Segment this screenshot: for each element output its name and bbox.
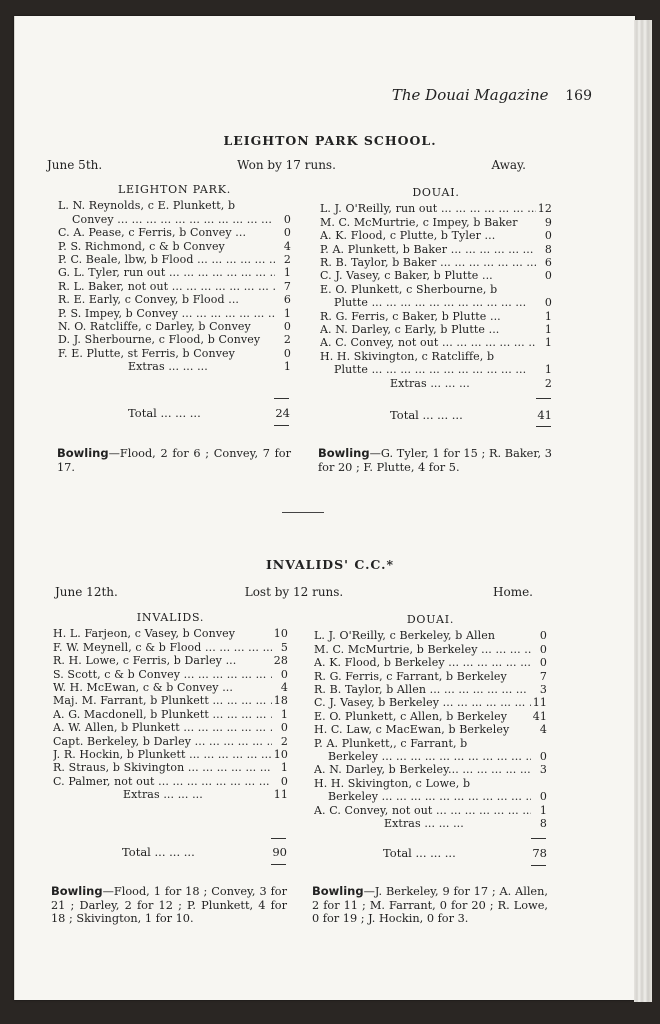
batsman-row: [58, 240, 291, 253]
total-rule: [536, 398, 551, 399]
batsman-row: [58, 320, 291, 333]
match1-bowling-left: [57, 447, 291, 474]
batsman-text: G. L. Tyler, run out ... .: [58, 266, 275, 279]
batsman-row: [53, 627, 288, 640]
batsman-row: [314, 723, 547, 736]
batsman-text: A. C. Convey, not out ... .: [314, 804, 531, 817]
runs: 0: [280, 721, 288, 735]
runs: 3: [539, 683, 547, 697]
batsman-row: [320, 363, 552, 376]
bowling-text: —G. Tyler, 1 for 15 ; R. Baker, 3 for 20 ; F. Plutte, 4 for 5.: [318, 447, 552, 474]
batsman-text: A. K. Flood, c Plutte, b Tyler ...: [320, 229, 496, 243]
batsman-text: H. C. Law, c MacEwan, b Berkeley: [314, 723, 510, 737]
batsman-text: F. E. Plutte, st Ferris, b Convey: [58, 346, 235, 360]
match1-right-total: [390, 408, 552, 422]
batsman-text: P. A. Plunkett, b Baker ... .: [320, 243, 536, 256]
match2-result: Lost by 12 runs.: [244, 585, 344, 599]
batsman-text: N. O. Ratcliffe, c Darley, b Convey: [58, 320, 251, 334]
team-name: LEIGHTON PARK.: [117, 183, 232, 196]
batsman-text: C. A. Pease, c Ferris, b Convey ...: [58, 226, 247, 240]
batsman-text: Maj. M. Farrant, b Plunkett ... .: [53, 694, 272, 707]
runs: 10: [273, 627, 288, 641]
batsman-text: R. Straus, b Skivington ... .: [53, 761, 272, 774]
runs: 0: [283, 226, 291, 240]
section-divider: [282, 512, 324, 513]
batsman-row: [53, 748, 288, 761]
runs: 0: [280, 667, 288, 681]
batsman-row: [58, 347, 291, 360]
match2-bowling-right: [312, 885, 548, 926]
batsman-text: R. E. Early, c Convey, b Flood ...: [58, 293, 240, 307]
batsman-row: [53, 761, 288, 774]
runs: [536, 283, 552, 296]
batsman-text: A. K. Flood, b Berkeley ... .: [314, 656, 531, 669]
batsman-text: H. L. Farjeon, c Vasey, b Convey: [53, 627, 236, 641]
total-rule: [531, 865, 546, 866]
runs: 0: [544, 296, 552, 310]
runs: 18: [273, 694, 288, 708]
runs: 1: [544, 363, 552, 377]
batsman-text: W. H. McEwan, c & b Convey ...: [53, 681, 233, 695]
batsman-row: [53, 668, 288, 681]
runs: 0: [539, 790, 547, 804]
batsman-row: [53, 654, 288, 667]
match1-left-innings: [58, 183, 291, 374]
match1-bowling-right: [318, 447, 552, 474]
extras-row: [314, 817, 547, 830]
batsman-text: P. C. Beale, lbw, b Flood ... .: [58, 253, 275, 266]
extras-row: [58, 360, 291, 373]
batsman-text: E. O. Plunkett, c Sherbourne, b: [320, 282, 498, 296]
runs: 28: [273, 654, 288, 668]
batsman-text: M. C. McMurtrie, c Impey, b Baker: [320, 215, 518, 229]
runs: 0: [544, 229, 552, 243]
match2-title: INVALIDS' C.C.*: [265, 557, 395, 572]
match2-bowling-left: [51, 885, 287, 926]
runs: 41: [532, 709, 547, 723]
runs: [531, 777, 547, 790]
batsman-row: [58, 293, 291, 306]
match2-right-innings: [314, 613, 547, 831]
total-runs: 24: [275, 406, 290, 420]
runs: 11: [273, 788, 288, 802]
batsman-row: [53, 694, 288, 707]
batsman-text: Plutte ... .: [334, 363, 536, 376]
batsman-row: [58, 333, 291, 346]
batsman-row: [314, 683, 547, 696]
runs: 1: [280, 707, 288, 721]
match2-venue: Home.: [493, 585, 533, 599]
batsman-row: [320, 350, 552, 363]
batsman-text: Convey ... ... .: [72, 213, 275, 226]
batsman-row: [53, 775, 288, 788]
batsman-row: [314, 737, 547, 750]
total-rule: [271, 864, 286, 865]
total-rule: [536, 426, 551, 427]
runs: 1: [283, 266, 291, 280]
runs: 8: [539, 817, 547, 831]
bowling-text: —Flood, 1 for 18 ; Convey, 3 for 21 ; Darley, 2 for 12 ; P. Plunkett, 4 for 18 ; Skivington, 1 for 10.: [51, 885, 287, 925]
batsman-text: C. J. Vasey, c Baker, b Plutte ...: [320, 269, 493, 283]
bowling-text: —Flood, 2 for 6 ; Convey, 7 for 17.: [57, 447, 291, 474]
batsman-text: A. N. Darley, b Berkeley... ... .: [314, 763, 531, 776]
batsman-row: [314, 763, 547, 776]
batsman-row: [314, 696, 547, 709]
runs: 1: [544, 323, 552, 337]
runs: 0: [283, 320, 291, 334]
batsman-text: R. L. Baker, not out ... .: [58, 280, 275, 293]
runs: 8: [544, 242, 552, 256]
page-number: 169: [565, 88, 592, 104]
runs: 4: [280, 681, 288, 695]
runs: 9: [544, 215, 552, 229]
total-rule: [274, 398, 289, 399]
match2-right-total: [383, 846, 547, 860]
batsman-text: P. A. Plunkett,, c Farrant, b: [314, 736, 468, 750]
runs: 1: [283, 360, 291, 374]
runs: 4: [283, 239, 291, 253]
match2-left-innings: [53, 611, 288, 802]
runs: 7: [539, 669, 547, 683]
match1-title: LEIGHTON PARK SCHOOL.: [223, 133, 437, 148]
bowling-label: Bowling: [51, 884, 103, 898]
runs: [275, 199, 291, 212]
batsman-text: H. H. Skivington, c Lowe, b: [314, 776, 471, 790]
team-name: DOUAI.: [406, 613, 455, 626]
batsman-text: Berkeley ... .: [328, 790, 531, 803]
batsman-row: [320, 256, 552, 269]
match1-venue: Away.: [491, 158, 526, 172]
batsman-text: R. G. Ferris, c Farrant, b Berkeley: [314, 669, 507, 683]
match1-result: Won by 17 runs.: [237, 158, 336, 172]
batsman-row: [320, 216, 552, 229]
total-rule: [274, 425, 289, 426]
runs: 0: [544, 269, 552, 283]
team-name: INVALIDS.: [136, 611, 205, 624]
batsman-text: J. R. Hockin, b Plunkett ... .: [53, 748, 272, 761]
batsman-row: [320, 229, 552, 242]
batsman-row: [320, 243, 552, 256]
batsman-row: [58, 199, 291, 212]
runs: 12: [537, 202, 552, 216]
batsman-row: [314, 777, 547, 790]
runs: 0: [539, 642, 547, 656]
batsman-text: Extras ...: [390, 377, 536, 390]
runs: 0: [283, 346, 291, 360]
batsman-row: [53, 708, 288, 721]
team-name: DOUAI.: [412, 186, 460, 199]
runs: 1: [280, 761, 288, 775]
total-runs: 78: [532, 846, 547, 860]
runs: 0: [283, 212, 291, 226]
batsman-text: L. N. Reynolds, c E. Plunkett, b: [58, 199, 236, 213]
batsman-row: [320, 310, 552, 323]
batsman-text: D. J. Sherbourne, c Flood, b Convey: [58, 333, 261, 347]
runs: 2: [280, 734, 288, 748]
extras-row: [53, 788, 288, 801]
runs: 3: [539, 763, 547, 777]
bowling-text: —J. Berkeley, 9 for 17 ; A. Allen, 2 for 11 ; M. Farrant, 0 for 20 ; R. Lowe, 0 for 19 ; J. Hockin, 0 for 3.: [312, 885, 548, 925]
extras-row: [320, 377, 552, 390]
batsman-row: [320, 283, 552, 296]
batsman-text: E. O. Plunkett, c Allen, b Berkeley: [314, 709, 508, 723]
magazine-title: The Douai Magazine: [391, 86, 549, 104]
batsman-row: [58, 226, 291, 239]
batsman-text: A. G. Macdonell, b Plunkett ... .: [53, 708, 272, 721]
batsman-row: [53, 721, 288, 734]
runs: 11: [532, 696, 547, 710]
batsman-row: [58, 266, 291, 279]
batsman-row: [53, 641, 288, 654]
total-runs: 41: [537, 408, 552, 422]
batsman-text: L. J. O'Reilly, c Berkeley, b Allen: [314, 629, 496, 643]
match1-date: June 5th.: [47, 158, 103, 172]
runs: 0: [539, 629, 547, 643]
batsman-row: [314, 656, 547, 669]
batsman-row: [314, 643, 547, 656]
total-rule: [531, 838, 546, 839]
batsman-text: R. B. Taylor, b Baker ... .: [320, 256, 536, 269]
batsman-row: [314, 804, 547, 817]
batsman-row: [58, 280, 291, 293]
batsman-text: P. S. Richmond, c & b Convey: [58, 239, 225, 253]
runs: 10: [273, 748, 288, 762]
batsman-text: R. B. Taylor, b Allen ... .: [314, 683, 531, 696]
runs: 6: [283, 293, 291, 307]
match1-right-innings: [320, 186, 552, 390]
total-label: Total ... ... ...: [128, 406, 201, 420]
batsman-text: H. H. Skivington, c Ratcliffe, b: [320, 349, 495, 363]
runs: 0: [539, 750, 547, 764]
runs: 7: [283, 279, 291, 293]
runs: 4: [539, 723, 547, 737]
batsman-text: C. Palmer, not out ... .: [53, 775, 272, 788]
batsman-text: Berkeley ... .: [328, 750, 531, 763]
batsman-row: [58, 253, 291, 266]
runs: 1: [283, 306, 291, 320]
batsman-row: [314, 750, 547, 763]
batsman-row: [314, 790, 547, 803]
runs: [536, 350, 552, 363]
batsman-text: L. J. O'Reilly, run out ... .: [320, 202, 536, 215]
batsman-text: R. G. Ferris, c Baker, b Plutte ...: [320, 309, 501, 323]
bowling-label: Bowling: [57, 446, 109, 460]
bowling-label: Bowling: [312, 884, 364, 898]
batsman-text: F. W. Meynell, c & b Flood ... .: [53, 641, 272, 654]
batsman-row: [314, 710, 547, 723]
bowling-label: Bowling: [318, 446, 370, 460]
runs: 1: [544, 309, 552, 323]
batsman-text: A. N. Darley, c Early, b Plutte ...: [320, 323, 500, 337]
batsman-row: [320, 323, 552, 336]
runs: 5: [280, 640, 288, 654]
batsman-text: Extras ...: [384, 817, 531, 830]
batsman-text: M. C. McMurtrie, b Berkeley ... .: [314, 643, 531, 656]
batsman-row: [58, 213, 291, 226]
batsman-row: [320, 336, 552, 349]
total-runs: 90: [272, 845, 287, 859]
batsman-row: [53, 735, 288, 748]
runs: 0: [280, 774, 288, 788]
total-label: Total ... ... ...: [122, 845, 195, 859]
batsman-text: P. S. Impey, b Convey ... .: [58, 307, 275, 320]
batsman-row: [58, 307, 291, 320]
runs: 6: [544, 256, 552, 270]
batsman-text: S. Scott, c & b Convey ... .: [53, 668, 272, 681]
batsman-row: [53, 681, 288, 694]
batsman-text: A. C. Convey, not out ... .: [320, 336, 536, 349]
runs: 0: [539, 656, 547, 670]
total-label: Total ... ... ...: [383, 846, 456, 860]
match2-date: June 12th.: [55, 585, 118, 599]
runs: 2: [283, 253, 291, 267]
runs: 2: [544, 376, 552, 390]
batsman-text: R. H. Lowe, c Ferris, b Darley ...: [53, 654, 237, 668]
total-rule: [271, 838, 286, 839]
page-edges: [634, 20, 652, 1002]
batsman-text: Plutte ... .: [334, 296, 536, 309]
runs: [531, 737, 547, 750]
total-label: Total ... ... ...: [390, 408, 463, 422]
runs: 1: [539, 803, 547, 817]
batsman-row: [314, 670, 547, 683]
match2-left-total: [122, 845, 287, 859]
match1-left-total: [128, 406, 290, 420]
batsman-text: A. W. Allen, b Plunkett ... .: [53, 721, 272, 734]
batsman-text: Capt. Berkeley, b Darley ... .: [53, 735, 272, 748]
batsman-row: [320, 269, 552, 282]
runs: 1: [544, 336, 552, 350]
batsman-row: [314, 629, 547, 642]
batsman-text: Extras ...: [128, 360, 275, 373]
batsman-text: Extras ...: [123, 788, 272, 801]
running-header: [0, 86, 592, 104]
batsman-text: C. J. Vasey, b Berkeley ... .: [314, 696, 531, 709]
batsman-row: [320, 202, 552, 215]
runs: 2: [283, 333, 291, 347]
batsman-row: [320, 296, 552, 309]
